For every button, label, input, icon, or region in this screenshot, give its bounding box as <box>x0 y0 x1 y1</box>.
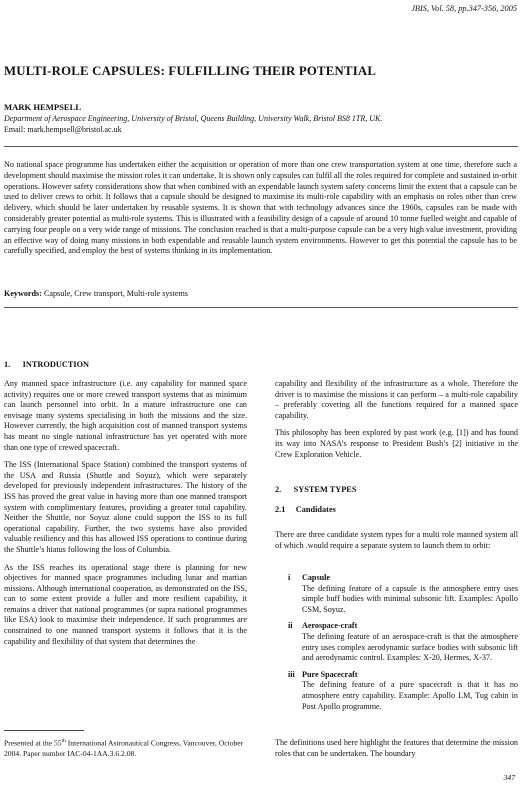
right-column-top <box>275 379 518 467</box>
author-email[interactable]: Email: mark.hempsell@bristol.ac.uk <box>4 125 122 134</box>
author-affiliation: Department of Aerospace Engineering, University of Bristol, Queens Building, University Walk, Bristol BS8 1TR, UK. <box>4 114 383 123</box>
right-closing-paragraph: The definitions used here highlight the features that determine the mission roles that can be undertaken. The boundary <box>275 738 518 758</box>
footnote: Presented at the 55th International Astronautical Congress, Vancouver, October 2004. Paper number IAC-04-1AA.3.6.2.08. <box>4 738 244 758</box>
list-item <box>288 670 518 712</box>
intro-paragraph-3: As the ISS reaches its operational stage there is planning for new objectives for manned space programmes including lunar and martian missions. Although international cooperation, as demonstrated on the ISS, can to some extent provide a fuller and more resilient capability, it remains a driver that national programmes (or supra national programmes like ESA) look to maximise their independence. If such programmes are constrained to one manned transport systems it follows that it is the capability and flexibility of that system that determines the <box>4 562 247 646</box>
item-title: Aerospace-craft <box>302 621 358 631</box>
author-name: MARK HEMPSELL <box>4 102 82 112</box>
page-number: 347 <box>503 773 515 782</box>
section-1-heading: 1. INTRODUCTION <box>4 360 90 369</box>
candidates-list <box>288 573 518 718</box>
item-title: Pure Spacecraft <box>302 669 358 679</box>
section-2-heading: 2. SYSTEM TYPES <box>275 485 357 494</box>
right-paragraph-1: capability and flexibility of the infrastructure as a whole. Therefore the driver is to maximise the missions it can perform – a multi-role capability – preferably covering all the functions required for a manned space capability. <box>275 379 518 420</box>
candidates-intro: There are three candidate system types for a multi role manned system all of which .would require a separate system to launch them to orbit: <box>275 530 518 550</box>
abstract-text: No national space programme has undertaken either the acquisition or operation of more than one crew transportation system at one time, therefore such a development should maximise the mission roles it can undertake. It is shown only capsules can fulfil all the roles required for complete and sustained in-orbit operations. However safety considerations show that when combined with an expendable launch system safety concerns limit the extent that a capsule can be used to deliver crews to orbit. It follows that a capsule should be designed to maximise its multi-role capability with an emphasis on roles other than crew delivery, which should be later undertaken by reusable systems. It is shown that with technology advances since the 1960s, capsules can be made with considerably greater potential as multi-role systems. This is illustrated with a feasibility design of a capsule of around 10 tonne fuelled weight and capable of carrying four people on a very wide range of missions. The conclusion reached is that a multi-purpose capsule can be a very high value investment, providing an effective way of doing many missions in both expendable and reusable launch system environments. However to get this potential the capsule has to be carefully specified, and employ the best of systems thinking in its implementation. <box>4 160 517 256</box>
footnote-rule <box>4 730 84 731</box>
list-item <box>288 573 518 615</box>
keywords-line <box>4 289 188 298</box>
item-number: ii <box>288 621 293 631</box>
item-description: The defining feature of an aerospace-craft is that the atmosphere entry uses complex aerodynamic surface bodies with subsonic lift and aerodynamic control. Examples: X-20, Hermes, X-37. <box>302 631 518 663</box>
item-number: iii <box>288 669 295 679</box>
item-description: The defining feature of a pure spacecraft is that it has no atmosphere entry capability. Example: Apollo LM, Tug cabin in Post Apollo programme. <box>302 680 518 711</box>
item-number: i <box>288 573 291 582</box>
abstract-top-rule <box>4 146 518 147</box>
left-column <box>4 379 247 654</box>
keywords-label: Keywords: <box>4 289 42 298</box>
intro-paragraph-1: Any manned space infrastructure (i.e. any capability for manned space activity) requires one or more crewed transport systems that as minimum can launch personnel into orbit. In a mature infrastructure one can envisage many systems specialising in both the missions and the size. However currently, the high acquisition cost of manned transport systems has meant no single national infrastructure has yet operated with more than one type of crewed spacecraft. <box>4 379 247 452</box>
section-2-1-heading: 2.1 Candidates <box>275 505 336 514</box>
right-paragraph-2: This philosophy has been explored by past work (e.g. [1]) and has found its way into NASA’s response to President Bush’s [2] initiative in the Crew Exploration Vehicle. <box>275 428 518 459</box>
journal-header: JBIS, Vol. 58, pp.347-356, 2005 <box>411 4 517 13</box>
item-title: Capsule <box>302 573 330 582</box>
keywords-text: Capsule, Crew transport, Multi-role systems <box>43 289 188 298</box>
abstract-bottom-rule <box>4 307 518 308</box>
intro-paragraph-2: The ISS (International Space Station) combined the transport systems of the USA and Russia (Shuttle and Soyuz), which were separately developed for previously independent infrastructures. The history of the ISS has proved the great value in having more than one manned transport system with complimentary features, providing a greater total capability. Neither the Shuttle, nor Soyuz alone could support the ISS to its full operational capability. Further, the two systems have also provided valuable resiliency and this has allowed ISS operations to continue during the Shuttle’s hiatus following the loss of Columbia. <box>4 460 247 554</box>
item-description: The defining feature of a capsule is the atmosphere entry uses simple buff bodies with minimal subsonic lift. Examples: Apollo CSM, Soyuz. <box>302 583 518 614</box>
list-item <box>288 621 518 663</box>
paper-title: MULTI-ROLE CAPSULES: FULFILLING THEIR POTENTIAL <box>4 64 377 78</box>
